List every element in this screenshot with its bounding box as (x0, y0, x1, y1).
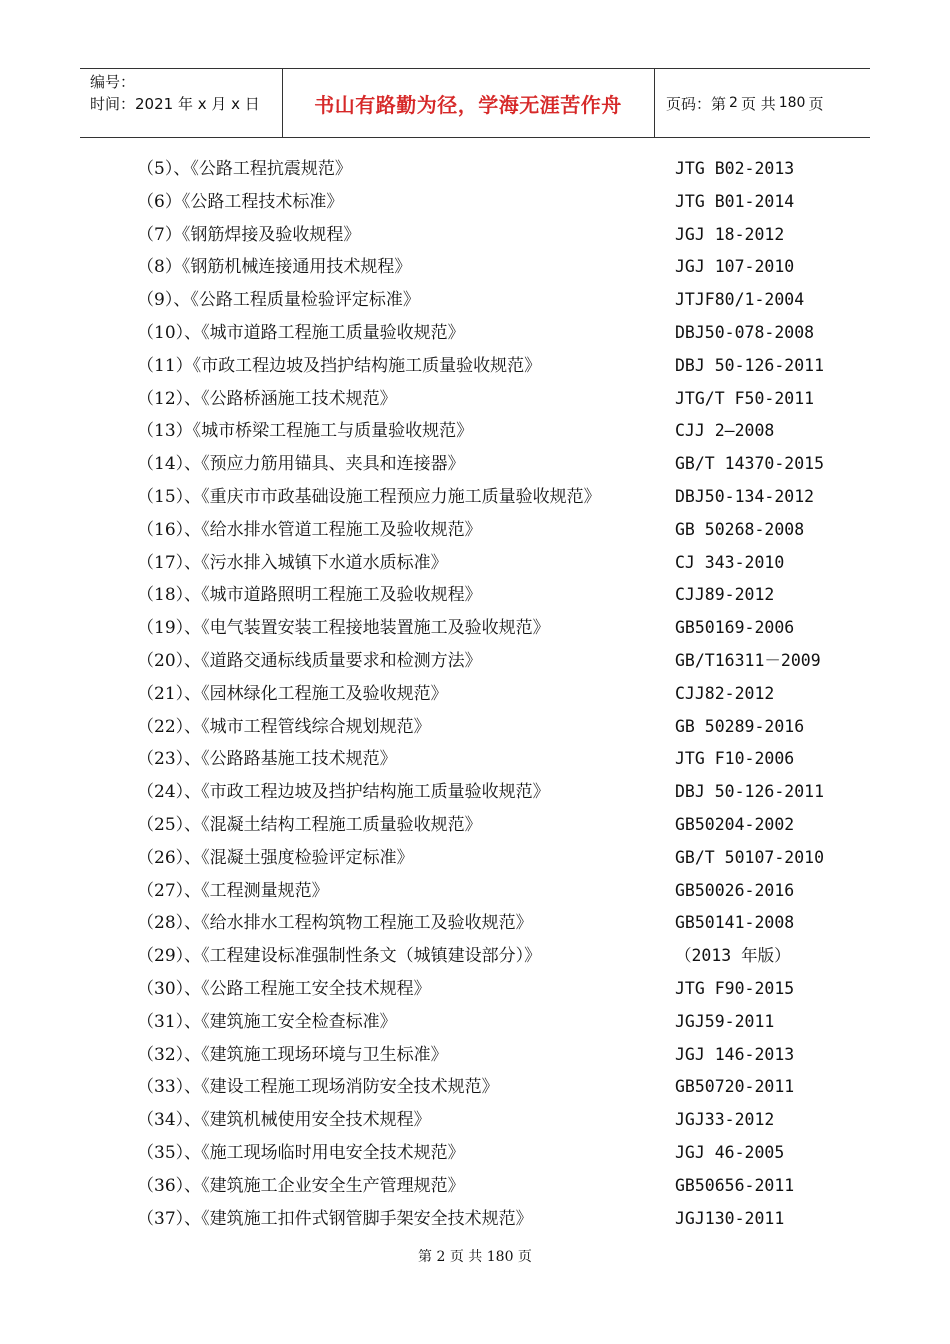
standard-title: （27）、《工程测量规范》 (137, 880, 329, 901)
standard-code: JGJ130-2011 (675, 1208, 785, 1228)
standard-title: （8）《钢筋机械连接通用技术规程》 (137, 257, 412, 278)
standard-row (137, 448, 837, 481)
standard-row (137, 219, 837, 252)
page-middle: 页 共 (740, 94, 776, 113)
standard-row (137, 1104, 837, 1137)
page-suffix: 页 (808, 94, 824, 113)
standard-title: （9）、《公路工程质量检验评定标准》 (137, 290, 420, 311)
standard-code: GB50720-2011 (675, 1077, 795, 1097)
standard-title: （33）、《建设工程施工现场消防安全技术规范》 (137, 1077, 499, 1098)
standard-row (137, 711, 837, 744)
page-footer: 第 2 页 共 180 页 (418, 1249, 532, 1265)
standard-title: （32）、《建筑施工现场环境与卫生标准》 (137, 1044, 448, 1065)
standard-row (137, 645, 837, 678)
standard-code: DBJ50-078-2008 (675, 322, 815, 342)
standard-code: GB/T 50107-2010 (675, 847, 825, 867)
standard-title: （12）、《公路桥涵施工技术规范》 (137, 388, 397, 409)
standard-row (137, 678, 837, 711)
standard-row (137, 481, 837, 514)
standard-code: （2013 年版） (675, 946, 791, 966)
header-meta (90, 71, 282, 115)
standard-row (137, 1170, 837, 1203)
standard-code: GB50656-2011 (675, 1175, 795, 1195)
standard-title: （15）、《重庆市市政基础设施工程预应力施工质量验收规范》 (137, 486, 601, 507)
standard-code: JGJ59-2011 (675, 1011, 775, 1031)
standard-title: （23）、《公路路基施工技术规范》 (137, 749, 397, 770)
standard-code: JGJ33-2012 (675, 1110, 775, 1130)
standard-title: （36）、《建筑施工企业安全生产管理规范》 (137, 1175, 465, 1196)
standard-row (137, 186, 837, 219)
standard-row (137, 317, 837, 350)
standard-code: JGJ 18-2012 (675, 224, 785, 244)
standard-code: DBJ 50-126-2011 (675, 355, 825, 375)
standard-title: （35）、《施工现场临时用电安全技术规范》 (137, 1142, 465, 1163)
standard-row (137, 514, 837, 547)
standard-title: （34）、《建筑机械使用安全技术规程》 (137, 1110, 431, 1131)
standard-title: （29）、《工程建设标准强制性条文（城镇建设部分）》 (137, 946, 542, 967)
standard-code: JGJ 46-2005 (675, 1142, 785, 1162)
standard-code: JGJ 107-2010 (675, 257, 795, 277)
standard-title: （31）、《建筑施工安全检查标准》 (137, 1011, 397, 1032)
standard-row (137, 776, 837, 809)
standard-title: （16）、《给水排水管道工程施工及验收规范》 (137, 519, 482, 540)
standard-row (137, 875, 837, 908)
standard-code: JTG F90-2015 (675, 978, 795, 998)
standard-code: JTG F10-2006 (675, 749, 795, 769)
standard-code: GB 50268-2008 (675, 519, 805, 539)
standard-title: （28）、《给水排水工程构筑物工程施工及验收规范》 (137, 913, 533, 934)
standard-title: （19）、《电气装置安装工程接地装置施工及验收规范》 (137, 618, 550, 639)
page-header (80, 68, 870, 138)
standard-code: DBJ50-134-2012 (675, 486, 815, 506)
standard-title: （37）、《建筑施工扣件式钢管脚手架安全技术规范》 (137, 1208, 533, 1229)
standard-row (137, 547, 837, 580)
page-total: 180 (778, 95, 806, 111)
standard-title: （14）、《预应力筋用锚具、夹具和连接器》 (137, 454, 465, 475)
standard-row (137, 383, 837, 416)
standard-code: GB/T 14370-2015 (675, 454, 825, 474)
standard-code: JTG/T F50-2011 (675, 388, 815, 408)
standard-title: （20）、《道路交通标线质量要求和检测方法》 (137, 650, 482, 671)
standard-title: （21）、《园林绿化工程施工及验收规范》 (137, 683, 448, 704)
standard-row (137, 1039, 837, 1072)
standard-title: （11）《市政工程边坡及挡护结构施工质量验收规范》 (137, 355, 542, 376)
standard-row (137, 579, 837, 612)
header-page-info (666, 69, 823, 137)
standard-code: CJ 343-2010 (675, 552, 785, 572)
standard-row (137, 415, 837, 448)
standard-row (137, 153, 837, 186)
standard-code: CJJ82-2012 (675, 683, 775, 703)
standard-row (137, 284, 837, 317)
standard-code: JTG B02-2013 (675, 159, 795, 178)
standard-code: GB50026-2016 (675, 880, 795, 900)
standards-list (137, 153, 837, 1235)
serial-label: 编号： (90, 73, 136, 91)
standard-code: JTJF80/1-2004 (675, 290, 805, 310)
standard-row (137, 612, 837, 645)
standard-title: （30）、《公路工程施工安全技术规程》 (137, 978, 431, 999)
standard-row (137, 350, 837, 383)
standard-title: （6）《公路工程技术标准》 (137, 191, 344, 212)
standard-code: JGJ 146-2013 (675, 1044, 795, 1064)
standard-row (137, 1137, 837, 1170)
standard-code: GB 50289-2016 (675, 716, 805, 736)
standard-code: CJJ 2—2008 (675, 421, 775, 441)
standard-title: （10）、《城市道路工程施工质量验收规范》 (137, 322, 465, 343)
standard-code: GB50204-2002 (675, 814, 795, 834)
standard-title: （5）、《公路工程抗震规范》 (137, 159, 352, 179)
standard-code: GB50141-2008 (675, 913, 795, 933)
header-motto: 书山有路勤为径，学海无涯苦作舟 (314, 92, 622, 117)
standard-title: （24）、《市政工程边坡及挡护结构施工质量验收规范》 (137, 782, 550, 803)
standard-title: （22）、《城市工程管线综合规划规范》 (137, 716, 431, 737)
standard-code: GB/T16311－2009 (675, 650, 821, 670)
standard-title: （13）《城市桥梁工程施工与质量验收规范》 (137, 421, 474, 442)
standard-row (137, 1006, 837, 1039)
standard-code: CJJ89-2012 (675, 585, 775, 605)
standard-row (137, 1203, 837, 1236)
standard-row (137, 1071, 837, 1104)
standard-title: （26）、《混凝土强度检验评定标准》 (137, 847, 414, 868)
standard-row (137, 907, 837, 940)
standard-row (137, 973, 837, 1006)
standard-row (137, 809, 837, 842)
date-label: 时间：2021 年 x 月 x 日 (90, 95, 260, 113)
standard-row (137, 940, 837, 973)
standard-title: （25）、《混凝土结构工程施工质量验收规范》 (137, 814, 482, 835)
standard-row (137, 251, 837, 284)
header-divider (654, 69, 655, 137)
standard-row (137, 743, 837, 776)
standard-title: （7）《钢筋焊接及验收规程》 (137, 224, 361, 245)
standard-code: GB50169-2006 (675, 618, 795, 638)
standard-row (137, 842, 837, 875)
standard-title: （18）、《城市道路照明工程施工及验收规程》 (137, 585, 482, 606)
page-prefix: 页码：第 (666, 94, 727, 113)
standard-code: JTG B01-2014 (675, 191, 795, 211)
standard-code: DBJ 50-126-2011 (675, 782, 825, 802)
standard-title: （17）、《污水排入城镇下水道水质标准》 (137, 552, 448, 573)
page-current: 2 (729, 95, 738, 111)
